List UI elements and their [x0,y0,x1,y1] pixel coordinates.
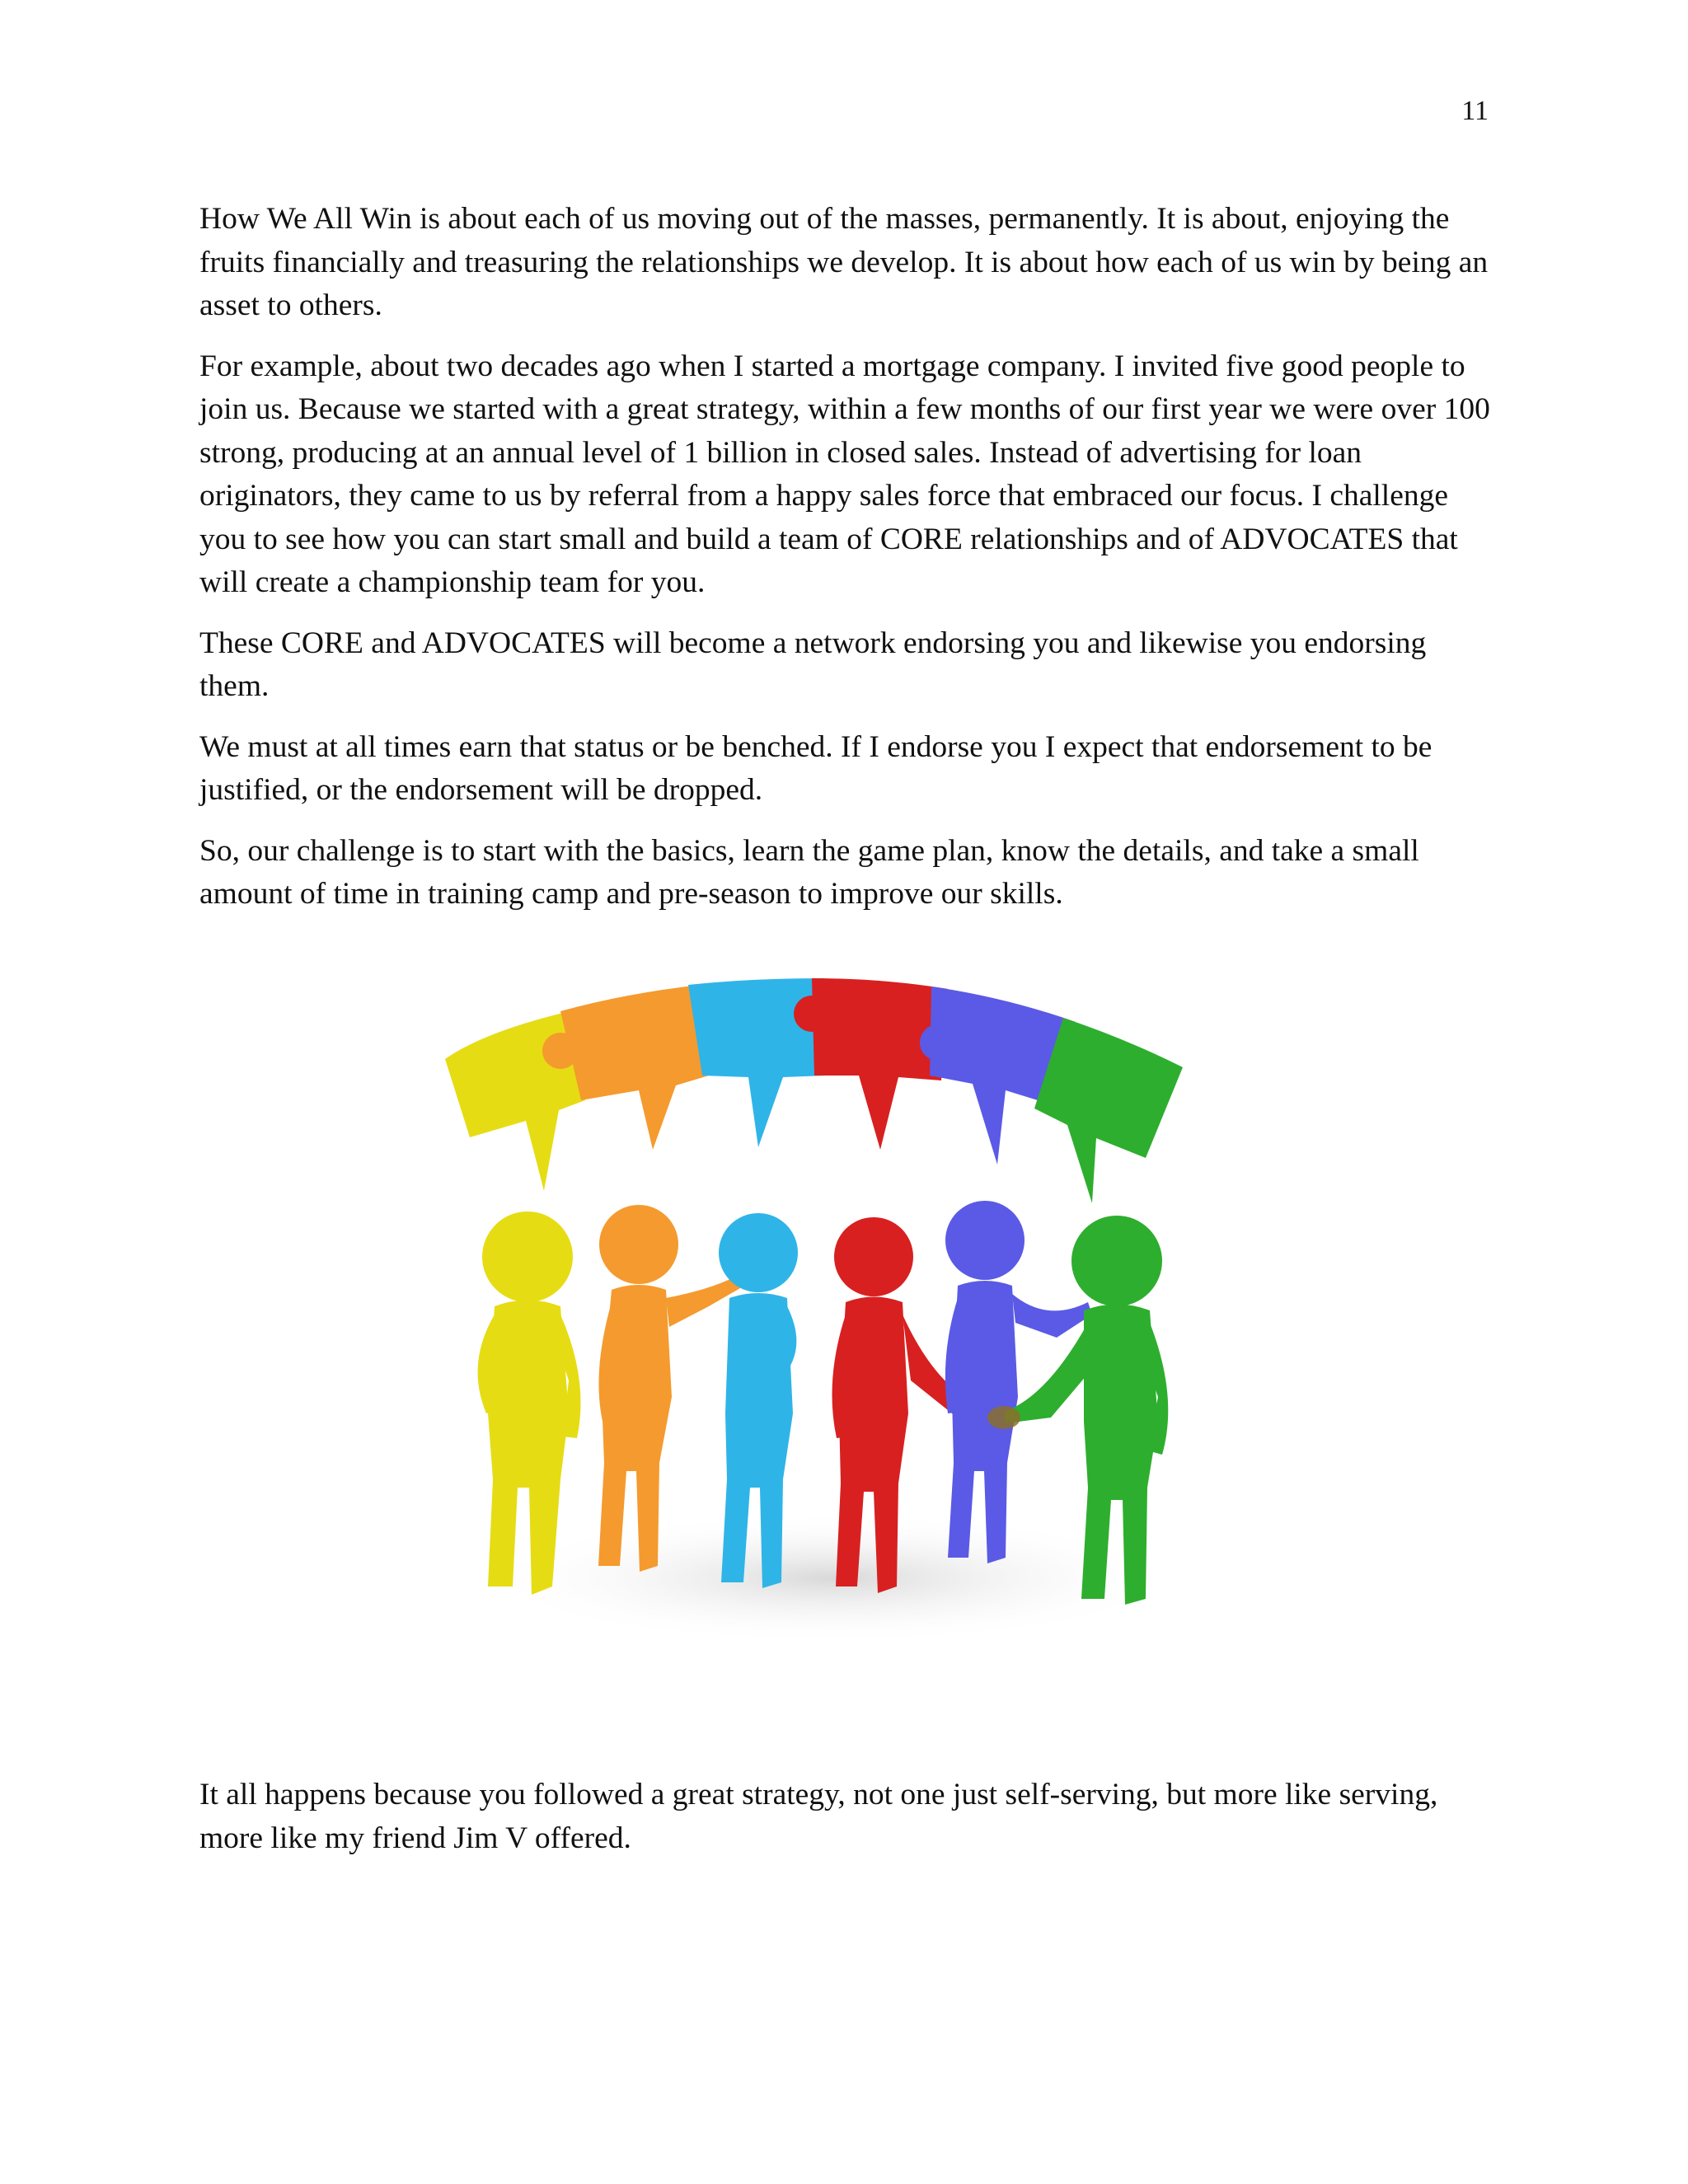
body-text-top [199,198,1490,934]
team-puzzle-illustration [437,952,1228,1702]
paragraph-5: So, our challenge is to start with the basics, learn the game plan, know the details, and take a small amount of time in training camp and pre-season to improve our skills. [199,833,1419,911]
page-number: 11 [1461,96,1489,126]
body-text-bottom [199,1774,1490,1877]
puzzle-knob-5 [1060,1045,1096,1081]
puzzle-piece-orange [560,985,709,1150]
puzzle-piece-green [1034,1018,1183,1203]
puzzle-knob-2 [695,996,731,1032]
puzzle-arch [445,978,1183,1203]
handshake [987,1406,1020,1429]
paragraph-3: These CORE and ADVOCATES will become a network endorsing you and likewise you endorsing them. [199,626,1427,703]
puzzle-knob-4 [920,1024,956,1061]
paragraph-6: It all happens because you followed a great strategy, not one just self-serving, but more like serving, more like my friend Jim V offered. [199,1778,1438,1855]
paragraph-4: We must at all times earn that status or be benched. If I endorse you I expect that endorsement to be justified, or the endorsement will be dropped. [199,729,1432,807]
paragraph-1: How We All Win is about each of us moving out of the masses, permanently. It is about, enjoying the fruits financially and treasuring the relationships we develop. It is about how each of us win by being an asset to others. [199,202,1489,322]
floor-shadow [478,1512,1187,1644]
team-puzzle-svg [437,952,1228,1702]
puzzle-knob-1 [542,1033,579,1069]
paragraph-2: For example, about two decades ago when I started a mortgage company. I invited five good people to join us. Because we started with a great strategy, within a few months of our first year we were over 100 strong, producing at an annual level of 1 billion in closed sales. Instead of advertising for loan originators, they came to us by referral from a happy sales force that embraced our focus. I challenge you to see how you can start small and build a team of CORE relationships and of ADVOCATES that will create a championship team for you. [199,349,1490,599]
puzzle-knob-3 [794,996,830,1032]
puzzle-piece-red [812,978,948,1150]
